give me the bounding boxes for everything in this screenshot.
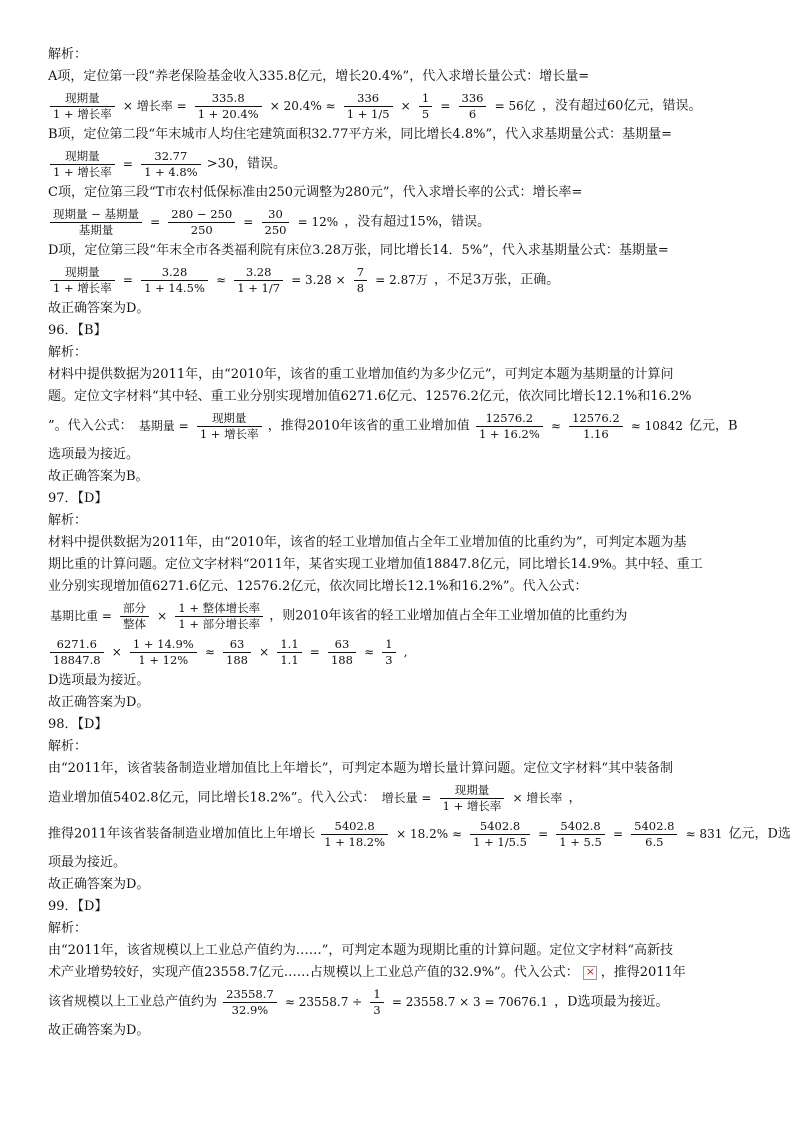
option-d-text: D项，定位第三段“年末全市各类福利院有床位3.28万张，同比增长14．5%”，代入求基期量公式：基期量= (48, 243, 669, 258)
q98-paragraph-line: 由“2011年，该省装备制造业增加值比上年增长”，可判定本题为增长量计算问题。定位文字材料“其中装备制 (48, 761, 674, 776)
question-98-heading: 98．【D】 (48, 717, 108, 732)
answer-99: 故正确答案为D。 (48, 1023, 150, 1038)
option-a-text: A项，定位第一段“养老保险基金收入335.8亿元，增长20.4%”，代入求增长量公式：增长量= (48, 69, 590, 84)
option-b-text: B项，定位第二段“年末城市人均住宅建筑面积32.77平方米，同比增长4.8%”，代入求基期量公式：基期量= (48, 127, 672, 142)
q97-paragraph-line: 业分别实现增加值6271.6亿元、12576.2亿元，依次同比增长12.1%和16.2%”。代入公式： (48, 579, 588, 594)
q97-paragraph-line: 材料中提供数据为2011年，由“2010年，该省的轻工业增加值占全年工业增加值的比重约为”，可判定本题为基 (48, 535, 687, 550)
answer-95: 故正确答案为D。 (48, 301, 150, 316)
q99-paragraph-line: 由“2011年，该省规模以上工业总产值约为……”，可判定本题为现期比重的计算问题。定位文字材料“高新技 (48, 943, 674, 958)
q98-formula-1: 造业增加值5402.8亿元，同比增长18.2%”。代入公式： 增长量 = $\frac{\text{现期量}}{\text{1 + 增长率}}$ × 增长率 ， (48, 782, 582, 813)
q97-formula-2: $\frac{6271.6}{18847.8}$ × $\frac{1 + 14.9\%}{1 + 12\%}$ ≈ $\frac{63}{188}$ × $\frac{1.1}{1.1}$ = $\frac{63}{188}$ ≈ $\frac{1}{3}$ , (48, 634, 760, 670)
option-b-formula: $\frac{\text{现期量}}{\text{1 + 增长率}}$ = $\frac{32.77}{1 + 4.8\%}$ >30，错误。 (48, 146, 760, 182)
q97-formula-1: 基期比重 = $\frac{\text{部分}}{\text{整体}}$ × $\frac{\text{1 + 整体增长率}}{\text{1 + 部分增长率}}$ ，则2010年该省的轻工业增加值占全年工业增加值的比重约为 (50, 600, 628, 631)
option-c-formula: $\frac{\text{现期量 − 基期量}}{\text{基期量}}$ = $\frac{280 - 250}{250}$ = $\frac{30}{250}$ = 12% ，没有超过15%，错误。 (48, 204, 760, 240)
broken-image-icon (583, 966, 597, 980)
option-d-formula: $\frac{\text{现期量}}{\text{1 + 增长率}}$ = $\frac{3.28}{1 + 14.5\%}$ ≈ $\frac{3.28}{1 + 1/7}$ = 3.28 × $\frac{7}{8}$ = 2.87万 ，不足3万张，正确。 (48, 262, 760, 298)
option-c-text: C项，定位第三段“T市农村低保标准由250元调整为280元”，代入求增长率的公式：增长率= (48, 185, 583, 200)
option-a-formula: $\frac{\text{现期量}}{\text{1 + 增长率}}$ × 增长率 = $\frac{335.8}{1 + 20.4\%}$ × 20.4% ≈ $\frac{336}{1 + 1/5}$ × $\frac{1}{5}$ = $\frac{336}{6}$ = 56亿 ，没有超过60亿元，错误。 (48, 88, 760, 124)
analysis-heading: 解析： (48, 345, 88, 360)
analysis-heading: 解析： (48, 513, 88, 528)
q97-paragraph-line: 期比重的计算问题。定位文字材料“2011年，某省实现工业增加值18847.8亿元，同比增长14.9%。其中轻、重工 (48, 557, 703, 572)
question-99-heading: 99．【D】 (48, 899, 108, 914)
answer-96: 故正确答案为B。 (48, 469, 149, 484)
q98-paragraph-line: 项最为接近。 (48, 855, 127, 870)
q96-paragraph-line: 选项最为接近。 (48, 447, 140, 462)
answer-97: 故正确答案为D。 (48, 695, 150, 710)
q96-formula: ”。代入公式： 基期量 = $\frac{\text{现期量}}{\text{1 + 增长率}}$ ，推得2010年该省的重工业增加值 $\frac{12576.2}{1 + 16.2\%}$ ≈ $\frac{12576.2}{1.16}$ ≈ 10842 亿元，B (48, 410, 738, 441)
q96-paragraph-line: 题。定位文字材料“其中轻、重工业分别实现增加值6271.6亿元、12576.2亿元，依次同比增长12.1%和16.2% (48, 389, 692, 404)
q96-paragraph-line: 材料中提供数据为2011年，由“2010年，该省的重工业增加值约为多少亿元”，可判定本题为基期量的计算问 (48, 367, 674, 382)
q98-formula-2: 推得2011年该省装备制造业增加值比上年增长 $\frac{5402.8}{1 + 18.2\%}$ × 18.2% ≈ $\frac{5402.8}{1 + 1/5.5}$ = $\frac{5402.8}{1 + 5.5}$ = $\frac{5402.8}{6.5}$ ≈ 831 亿元，D选 (48, 818, 791, 849)
q97-paragraph-line: D选项最为接近。 (48, 673, 150, 688)
q99-paragraph-line: 术产业增势较好，实现产值23558.7亿元……占规模以上工业总产值的32.9%”。代入公式：× ，推得2011年 (48, 962, 760, 984)
analysis-heading: 解析： (48, 739, 88, 754)
analysis-heading: 解析： (48, 47, 88, 62)
question-96-heading: 96．【B】 (48, 323, 107, 338)
answer-98: 故正确答案为D。 (48, 877, 150, 892)
analysis-heading: 解析： (48, 921, 88, 936)
q99-formula: 该省规模以上工业总产值约为 $\frac{23558.7}{32.9\%}$ ≈ 23558.7 ÷ $\frac{1}{3}$ = 23558.7 × 3 = 70676.1 ，D选项最为接近。 (48, 986, 669, 1017)
question-97-heading: 97．【D】 (48, 491, 108, 506)
solution-document (48, 44, 791, 1042)
